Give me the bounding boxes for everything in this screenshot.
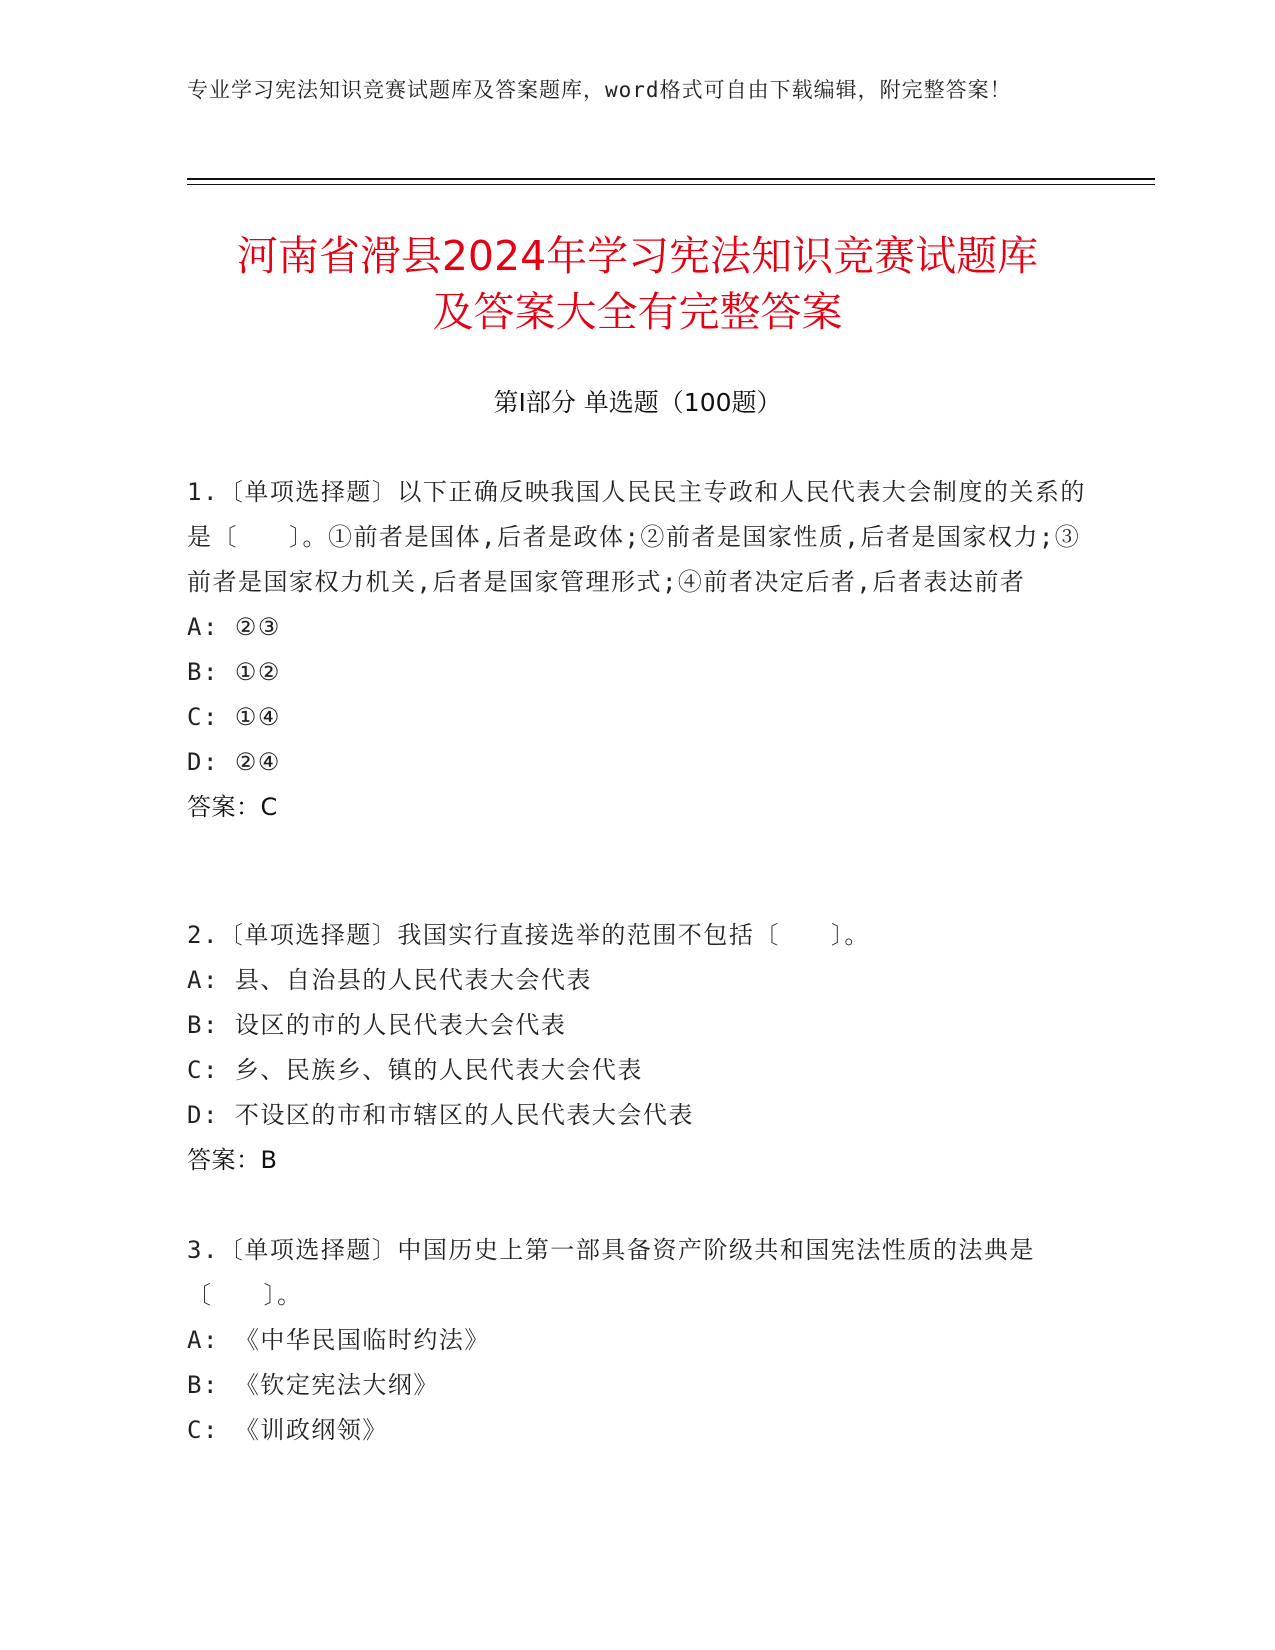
- header-divider-thin: [187, 184, 1155, 185]
- question-stem: 2.〔单项选择题〕我国实行直接选举的范围不包括〔 〕。: [187, 921, 870, 949]
- title-line-1: 河南省滑县2024年学习宪法知识竞赛试题库: [236, 232, 1039, 280]
- option-a: A: ②③: [187, 613, 281, 641]
- question-stem: 1.〔单项选择题〕以下正确反映我国人民民主专政和人民代表大会制度的关系的是〔 〕。①前者是国体,后者是政体;②前者是国家性质,后者是国家权力;③前者是国家权力机关,后者是国家管理形式;④前者决定后者,后者表达前者: [187, 478, 1086, 596]
- document-title: [150, 228, 1125, 340]
- answer: 答案：C: [187, 793, 278, 821]
- title-line-2: 及答案大全有完整答案: [432, 288, 843, 336]
- question-stem: 3.〔单项选择题〕中国历史上第一部具备资产阶级共和国宪法性质的法典是〔 〕。: [187, 1236, 1035, 1309]
- option-a: A: 县、自治县的人民代表大会代表: [187, 966, 592, 994]
- question-2: [187, 913, 1087, 1183]
- option-b: B: ①②: [187, 658, 281, 686]
- option-d: D: ②④: [187, 748, 281, 776]
- question-3: [187, 1228, 1087, 1453]
- header-note: 专业学习宪法知识竞赛试题库及答案题库，word格式可自由下载编辑，附完整答案！: [187, 78, 1012, 102]
- option-b: B: 设区的市的人民代表大会代表: [187, 1011, 567, 1039]
- option-a: A: 《中华民国临时约法》: [187, 1326, 490, 1354]
- header-divider-thick: [187, 178, 1155, 180]
- question-1: [187, 470, 1087, 830]
- option-b: B: 《钦定宪法大纲》: [187, 1371, 439, 1399]
- section-heading: 第Ⅰ部分 单选题（100题）: [493, 388, 782, 417]
- option-c: C: 《训政纲领》: [187, 1416, 388, 1444]
- option-d: D: 不设区的市和市辖区的人民代表大会代表: [187, 1101, 694, 1129]
- answer: 答案：B: [187, 1146, 278, 1174]
- option-c: C: 乡、民族乡、镇的人民代表大会代表: [187, 1056, 643, 1084]
- option-c: C: ①④: [187, 703, 281, 731]
